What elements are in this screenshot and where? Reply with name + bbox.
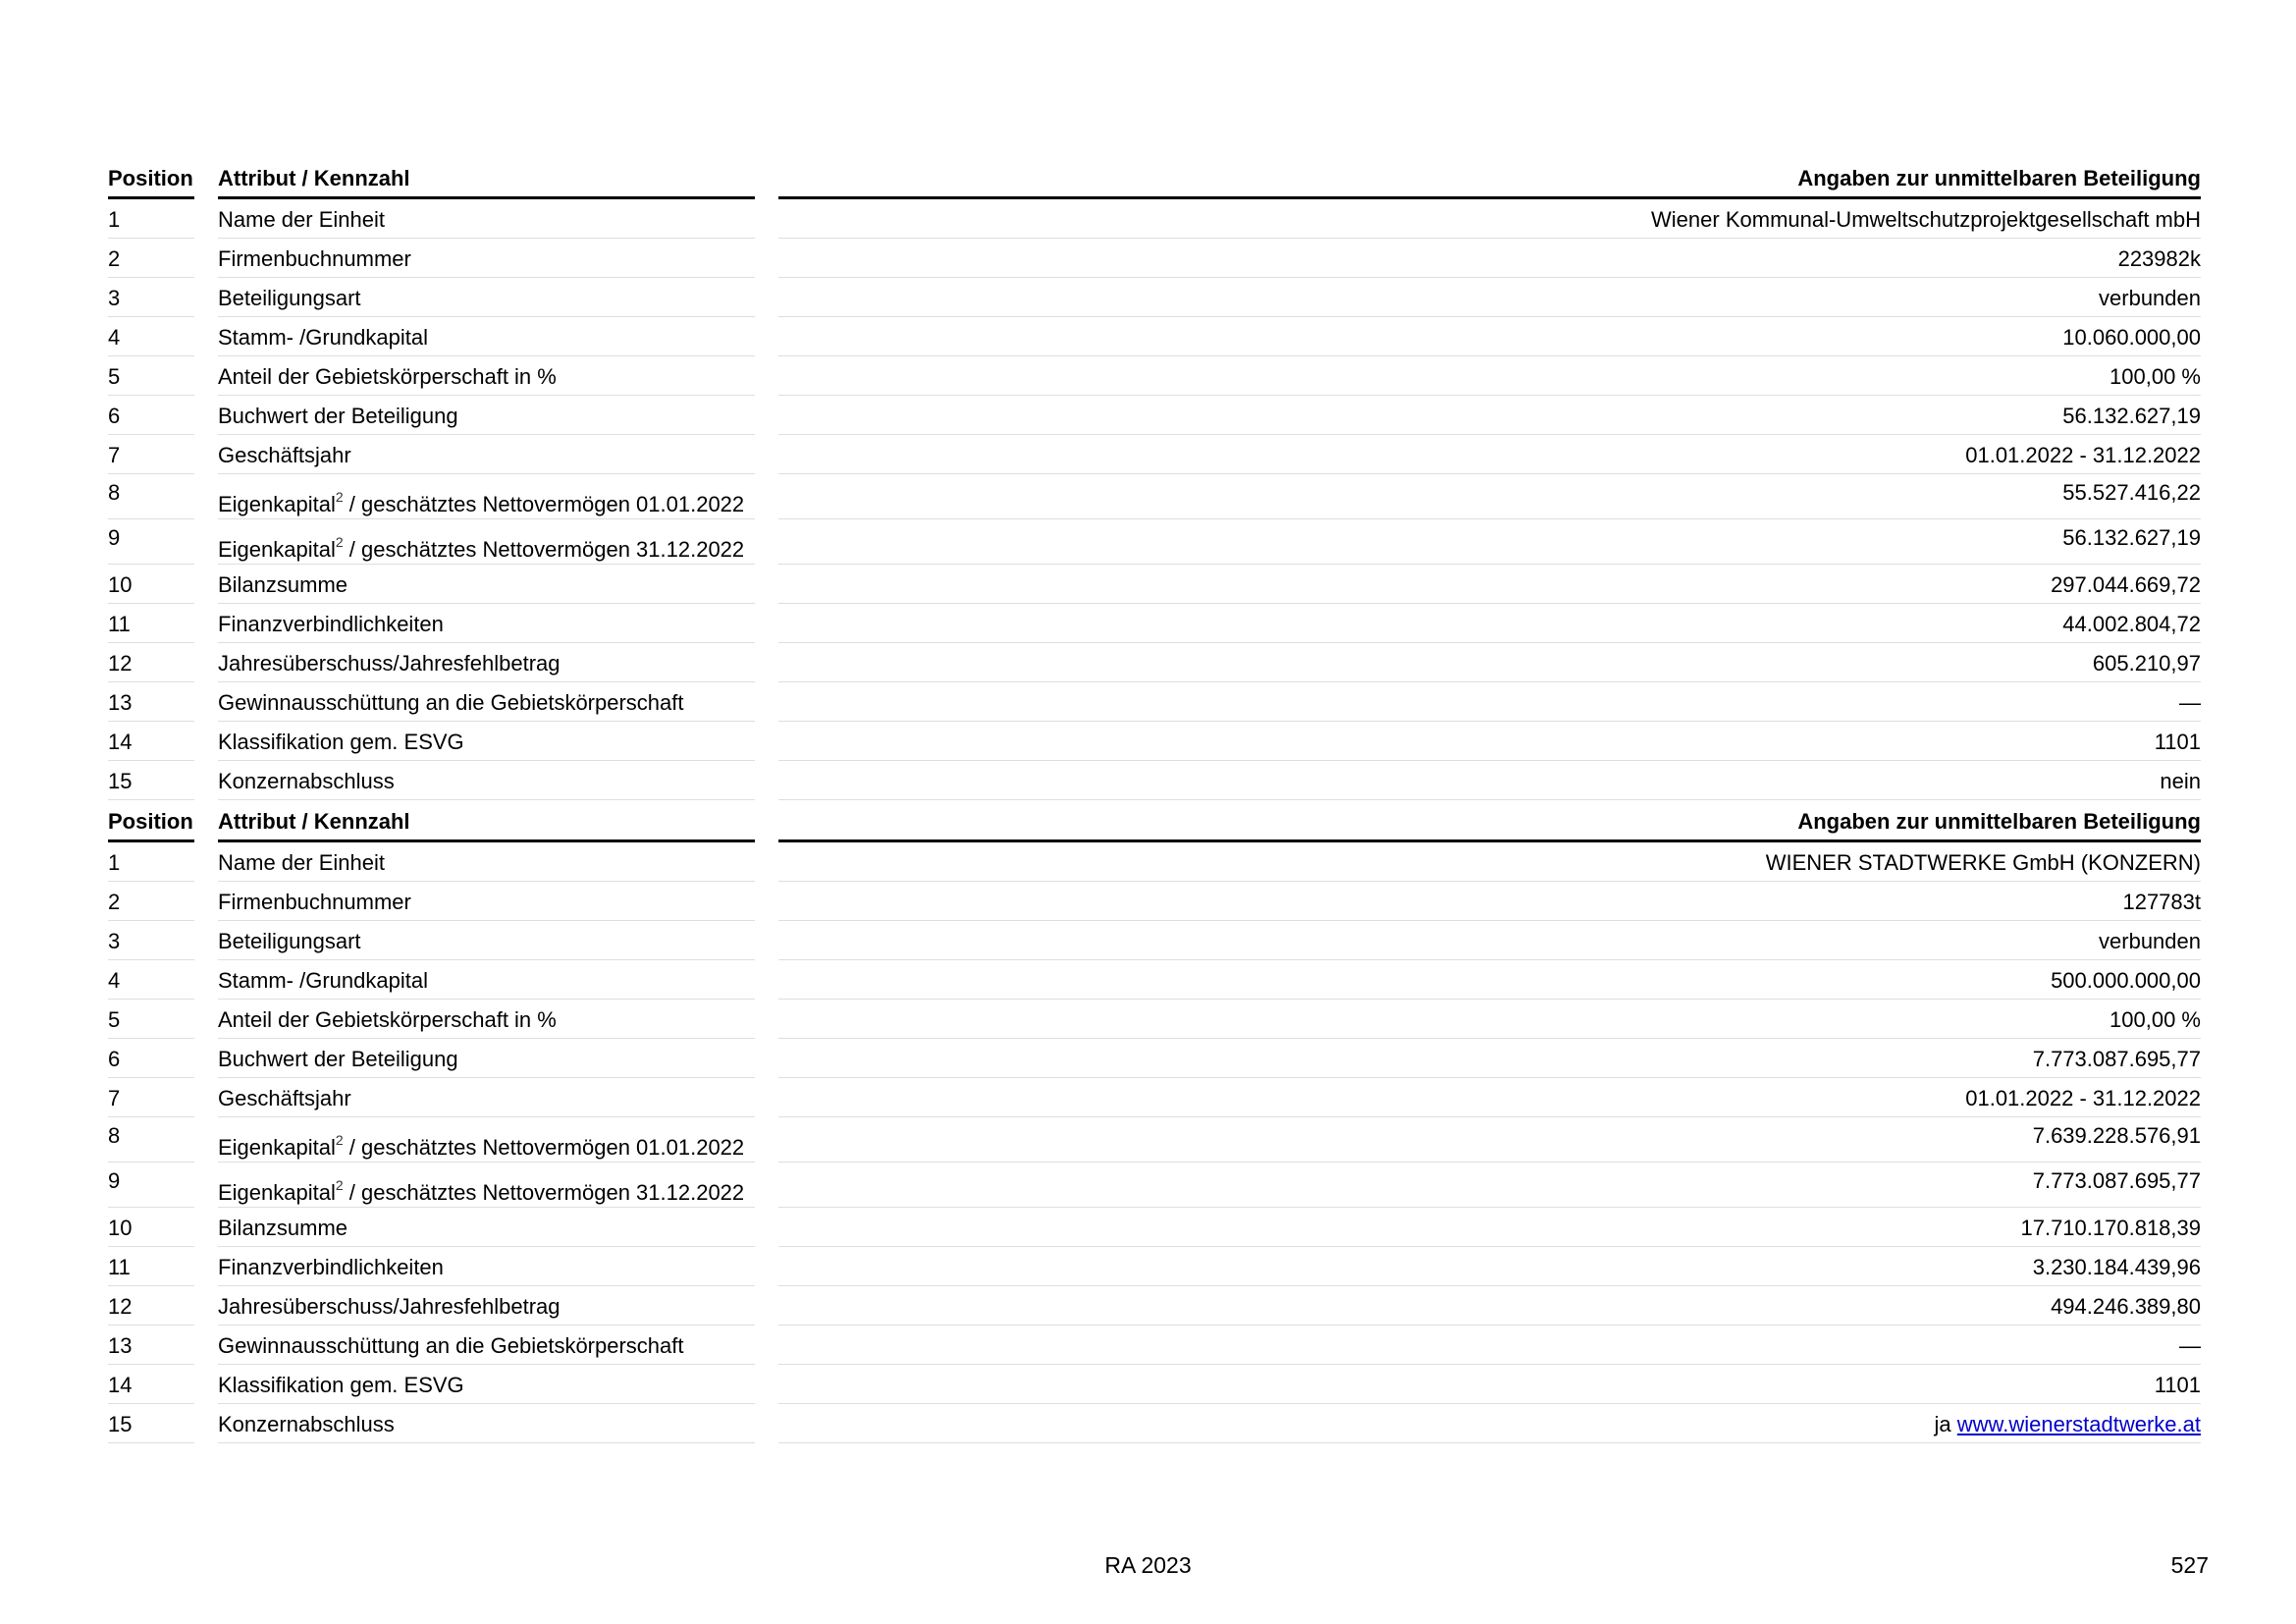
page-number: 527	[2170, 1552, 2209, 1578]
table-row	[108, 474, 2201, 519]
table-row	[108, 1039, 2201, 1078]
row-value: 7.773.087.695,77	[2032, 1168, 2201, 1193]
row-position: 11	[108, 612, 131, 636]
table-row	[108, 1286, 2201, 1326]
row-attribute: Buchwert der Beteiligung	[218, 1047, 458, 1071]
row-value: 55.527.416,22	[2062, 480, 2201, 505]
row-attribute: Geschäftsjahr	[218, 1086, 351, 1110]
konzernabschluss-answer: ja	[1934, 1412, 1957, 1436]
row-position: 6	[108, 1047, 121, 1071]
table-row	[108, 435, 2201, 474]
row-value	[1935, 1414, 2201, 1435]
row-position: 4	[108, 968, 121, 993]
row-attribute: Firmenbuchnummer	[218, 890, 411, 914]
row-attribute: Stamm- /Grundkapital	[218, 968, 428, 993]
table-header	[108, 160, 2201, 199]
row-attribute: Eigenkapital$^2$ / geschätztes Nettovermögen 01.01.2022	[218, 1132, 745, 1160]
row-attribute: Bilanzsumme	[218, 1216, 348, 1240]
row-position: 14	[108, 1373, 133, 1397]
row-attribute: Stamm- /Grundkapital	[218, 325, 428, 350]
row-value: verbunden	[2099, 286, 2201, 310]
table-header	[108, 803, 2201, 842]
row-value: 1101	[2154, 730, 2201, 754]
row-value: 100,00 %	[2109, 364, 2201, 389]
row-position: 7	[108, 1086, 121, 1110]
row-attribute: Anteil der Gebietskörperschaft in %	[218, 1007, 557, 1032]
row-value: 500.000.000,00	[2051, 968, 2201, 993]
row-value: Wiener Kommunal-Umweltschutzprojektgesellschaft mbH	[1651, 207, 2201, 232]
row-attribute: Geschäftsjahr	[218, 443, 351, 467]
row-attribute: Konzernabschluss	[218, 1412, 395, 1436]
row-position: 13	[108, 690, 133, 715]
row-value: 1101	[2154, 1373, 2201, 1397]
table-row	[108, 239, 2201, 278]
footnote-marker: 2	[335, 489, 344, 505]
row-position: 8	[108, 480, 121, 505]
row-value: 56.132.627,19	[2062, 525, 2201, 550]
row-position: 8	[108, 1123, 121, 1148]
row-position: 5	[108, 1007, 121, 1032]
table-row	[108, 921, 2201, 960]
row-position: 13	[108, 1333, 133, 1358]
row-attribute: Gewinnausschüttung an die Gebietskörperschaft	[218, 690, 684, 715]
report-label: RA 2023	[1104, 1552, 1192, 1578]
footnote-marker: 2	[335, 1177, 344, 1193]
row-value: 223982k	[2117, 246, 2201, 271]
row-position: 2	[108, 890, 121, 914]
row-position: 12	[108, 1294, 133, 1319]
table-row	[108, 1208, 2201, 1247]
row-attribute: Eigenkapital$^2$ / geschätztes Nettovermögen 31.12.2022	[218, 534, 745, 562]
row-value: 100,00 %	[2109, 1007, 2201, 1032]
row-position: 3	[108, 929, 121, 953]
row-value: 01.01.2022 - 31.12.2022	[1965, 1086, 2201, 1110]
row-value: 297.044.669,72	[2051, 572, 2201, 597]
table-row	[108, 1078, 2201, 1117]
row-attribute: Gewinnausschüttung an die Gebietskörperschaft	[218, 1333, 684, 1358]
header-attribute: Attribut / Kennzahl	[218, 166, 410, 190]
row-value: —	[2179, 690, 2201, 715]
table-row	[108, 643, 2201, 682]
row-attribute: Buchwert der Beteiligung	[218, 404, 458, 428]
wienerstadtwerke-link[interactable]: www.wienerstadtwerke.at	[1956, 1412, 2201, 1436]
row-attribute: Finanzverbindlichkeiten	[218, 1255, 444, 1279]
row-position: 10	[108, 572, 133, 597]
table-row	[108, 1117, 2201, 1163]
row-attribute: Eigenkapital$^2$ / geschätztes Nettovermögen 31.12.2022	[218, 1177, 745, 1205]
row-attribute: Firmenbuchnummer	[218, 246, 411, 271]
row-attribute: Klassifikation gem. ESVG	[218, 730, 464, 754]
row-value: WIENER STADTWERKE GmbH (KONZERN)	[1765, 850, 2201, 875]
table-row	[108, 722, 2201, 761]
row-attribute: Finanzverbindlichkeiten	[218, 612, 444, 636]
header-value: Angaben zur unmittelbaren Beteiligung	[1797, 809, 2201, 834]
row-position: 7	[108, 443, 121, 467]
row-position: 15	[108, 769, 133, 793]
row-value: 7.639.228.576,91	[2032, 1123, 2201, 1148]
table-row	[108, 1247, 2201, 1286]
row-value: 56.132.627,19	[2062, 404, 2201, 428]
row-position: 10	[108, 1216, 133, 1240]
row-attribute: Konzernabschluss	[218, 769, 395, 793]
row-value: nein	[2160, 769, 2201, 793]
row-attribute: Name der Einheit	[218, 850, 385, 875]
table-row	[108, 396, 2201, 435]
row-value: 44.002.804,72	[2062, 612, 2201, 636]
row-attribute: Bilanzsumme	[218, 572, 348, 597]
header-value: Angaben zur unmittelbaren Beteiligung	[1797, 166, 2201, 190]
row-value: 10.060.000,00	[2062, 325, 2201, 350]
beteiligung-table-2	[108, 803, 2201, 1443]
row-attribute: Jahresüberschuss/Jahresfehlbetrag	[218, 651, 561, 676]
row-position: 11	[108, 1255, 131, 1279]
header-position: Position	[108, 809, 193, 834]
row-position: 2	[108, 246, 121, 271]
row-position: 9	[108, 1168, 121, 1193]
header-position: Position	[108, 166, 193, 190]
row-position: 1	[108, 207, 121, 232]
table-row	[108, 356, 2201, 396]
row-position: 5	[108, 364, 121, 389]
table-row	[108, 761, 2201, 800]
row-position: 1	[108, 850, 121, 875]
footnote-marker: 2	[335, 534, 344, 550]
table-row	[108, 1000, 2201, 1039]
row-attribute: Anteil der Gebietskörperschaft in %	[218, 364, 557, 389]
table-row	[108, 1365, 2201, 1404]
table-row	[108, 278, 2201, 317]
row-value: 17.710.170.818,39	[2020, 1216, 2201, 1240]
row-value: 605.210,97	[2092, 651, 2201, 676]
table-row	[108, 1404, 2201, 1443]
row-attribute: Beteiligungsart	[218, 286, 361, 310]
table-row	[108, 565, 2201, 604]
table-row	[108, 604, 2201, 643]
table-row	[108, 519, 2201, 565]
row-position: 9	[108, 525, 121, 550]
row-attribute: Klassifikation gem. ESVG	[218, 1373, 464, 1397]
table-row	[108, 882, 2201, 921]
row-value: 3.230.184.439,96	[2032, 1255, 2201, 1279]
table-row	[108, 842, 2201, 882]
row-value: —	[2179, 1333, 2201, 1358]
row-position: 4	[108, 325, 121, 350]
row-value: 127783t	[2122, 890, 2201, 914]
row-position: 14	[108, 730, 133, 754]
row-attribute: Jahresüberschuss/Jahresfehlbetrag	[218, 1294, 561, 1319]
row-value: verbunden	[2099, 929, 2201, 953]
row-value: 7.773.087.695,77	[2032, 1047, 2201, 1071]
row-attribute: Eigenkapital$^2$ / geschätztes Nettovermögen 01.01.2022	[218, 489, 745, 516]
row-value: 01.01.2022 - 31.12.2022	[1965, 443, 2201, 467]
table-row	[108, 960, 2201, 1000]
row-position: 12	[108, 651, 133, 676]
row-position: 15	[108, 1412, 133, 1436]
footnote-marker: 2	[335, 1132, 344, 1148]
row-position: 6	[108, 404, 121, 428]
row-attribute: Name der Einheit	[218, 207, 385, 232]
row-value: 494.246.389,80	[2051, 1294, 2201, 1319]
header-attribute: Attribut / Kennzahl	[218, 809, 410, 834]
table-row	[108, 317, 2201, 356]
table-row	[108, 199, 2201, 239]
table-row	[108, 682, 2201, 722]
row-attribute: Beteiligungsart	[218, 929, 361, 953]
row-position: 3	[108, 286, 121, 310]
table-row	[108, 1163, 2201, 1208]
beteiligung-table-1	[108, 160, 2201, 800]
table-row	[108, 1326, 2201, 1365]
